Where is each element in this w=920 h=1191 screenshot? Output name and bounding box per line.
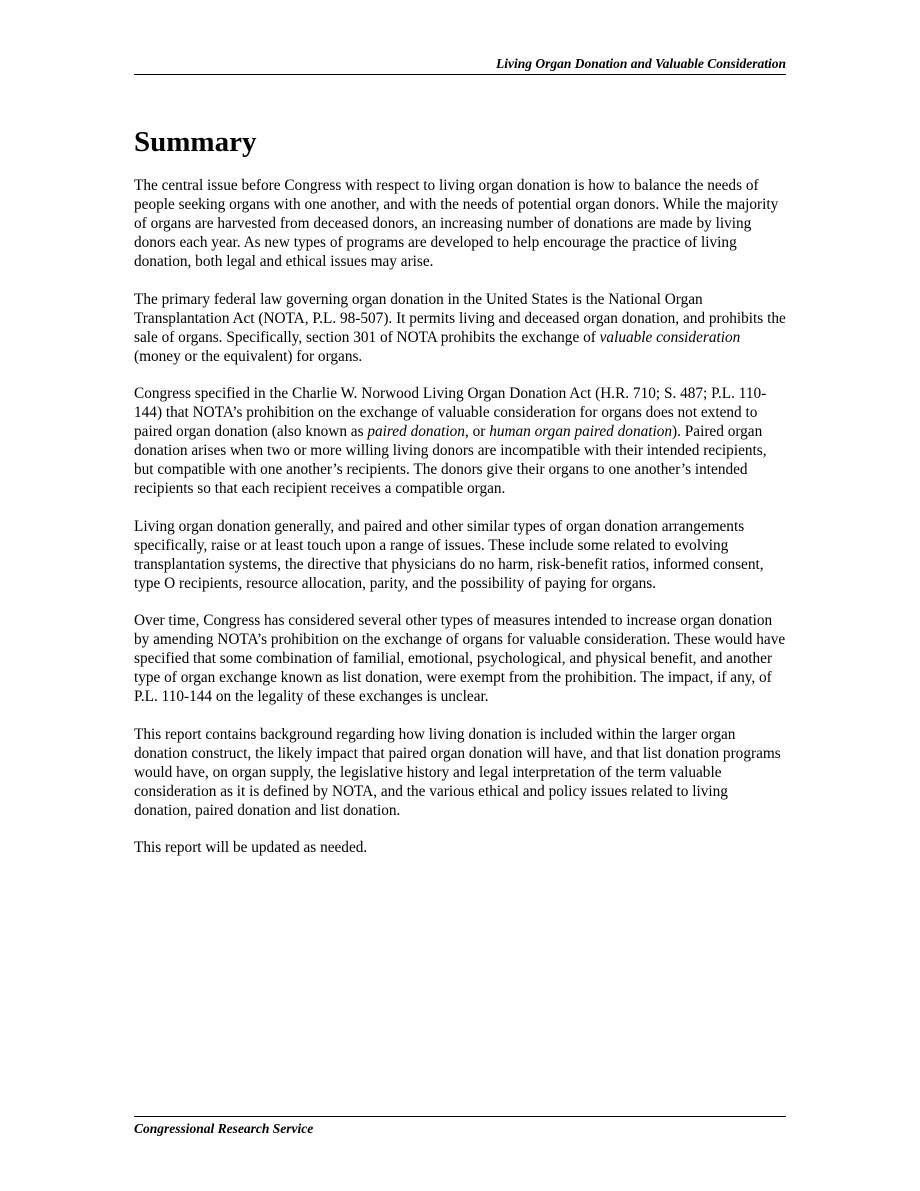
paragraph-text: (money or the equivalent) for organs. (134, 347, 363, 365)
paragraph-text: ). Paired organ donation arises when two or more willing living donors are incompatible with their intended recipients, but compatible with one another’s recipients. The donors give their organs to one another’s intended recipients so that each recipient receives a compatible organ. (134, 423, 767, 497)
paragraph-text: The central issue before Congress with respect to living organ donation is how to balance the needs of people seeking organs with one another, and with the needs of potential organ donors. While the majority of organs are harvested from deceased donors, an increasing number of donations are made by living donors each year. As new types of programs are developed to help encourage the practice of living donation, both legal and ethical issues may arise. (134, 177, 779, 270)
paragraph-7 (134, 838, 786, 857)
paragraph-text: This report contains background regarding how living donation is included within the larger organ donation construct, the likely impact that paired organ donation will have, and that list donation programs would have, on organ supply, the legislative history and legal interpretation of the term valuable consideration as it is defined by NOTA, and the various ethical and policy issues related to living donation, paired donation and list donation. (134, 725, 781, 819)
paragraph-2 (134, 290, 786, 366)
summary-body (134, 176, 786, 876)
footer-rule (134, 1116, 786, 1117)
paragraph-4 (134, 517, 786, 593)
paragraph-text: Living organ donation generally, and paired and other similar types of organ donation arrangements specifically, raise or at least touch upon a range of issues. These include some related to evolving transplantation systems, the directive that physicians do no harm, risk-benefit ratios, informed consent, type O recipients, resource allocation, parity, and the possibility of paying for organs. (134, 517, 764, 592)
paragraph-text: Congress specified in the Charlie W. Norwood Living Organ Donation Act (H.R. 710; S. 487; P.L. 110-144) that NOTA’s prohibition on the exchange of valuable consideration for organs does not extend to paired organ donation (also known as (134, 385, 767, 440)
emphasis-term: paired donation (367, 423, 465, 440)
emphasis-term: human organ paired donation (489, 423, 673, 440)
emphasis-term: valuable consideration (599, 328, 741, 346)
paragraph-6 (134, 725, 786, 820)
footer-source: Congressional Research Service (134, 1121, 314, 1136)
paragraph-text: The primary federal law governing organ donation in the United States is the National Organ Transplantation Act (NOTA, P.L. 98-507). It permits living and deceased organ donation, and prohibits the sale of organs. Specifically, section 301 of NOTA prohibits the exchange of (134, 290, 786, 346)
paragraph-text: This report will be updated as needed. (134, 839, 368, 856)
paragraph-3 (134, 384, 786, 498)
running-header: Living Organ Donation and Valuable Consideration (134, 55, 786, 75)
page-title: Summary (134, 126, 257, 158)
paragraph-1 (134, 176, 786, 271)
paragraph-text: , or (464, 423, 490, 440)
paragraph-5 (134, 611, 786, 706)
paragraph-text: Over time, Congress has considered several other types of measures intended to increase organ donation by amending NOTA’s prohibition on the exchange of organs for valuable consideration. These would have specified that some combination of familial, emotional, psychological, and physical benefit, and another type of organ exchange known as list donation, were exempt from the prohibition. The impact, if any, of P.L. 110-144 on the legality of these exchanges is unclear. (134, 612, 786, 705)
